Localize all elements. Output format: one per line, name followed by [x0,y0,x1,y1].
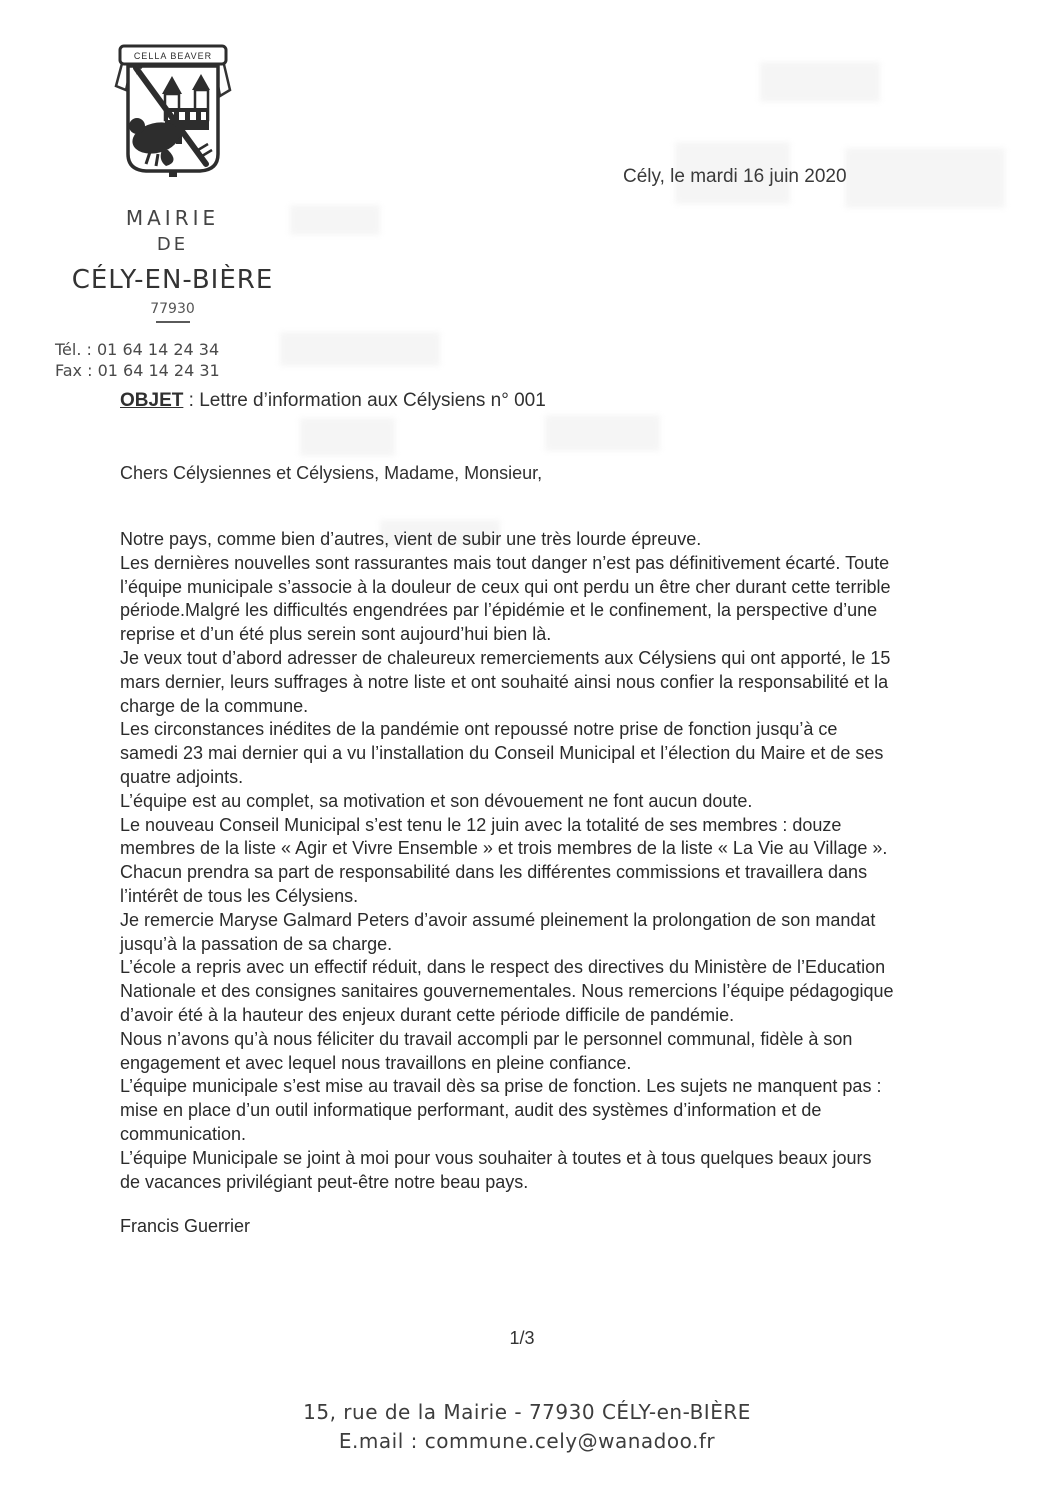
body-line: reprise et d’un été plus serein sont aujourd’hui bien là. [120,624,552,645]
body-line: de vacances privilégiant peut-être notre beau pays. [120,1171,529,1192]
postal-code-rule [156,321,190,323]
body-line: Chacun prendra sa part de responsabilité dans les différentes commissions et travaillera dans [120,862,868,883]
letter-body [120,528,950,1194]
body-line: samedi 23 mai dernier qui a vu l’installation du Conseil Municipal et l’élection du Maire et de ses [120,743,884,764]
scan-artifact [290,205,380,235]
body-line: Je veux tout d’abord adresser de chaleureux remerciements aux Célysiens qui ont apporté, le 15 [120,647,891,668]
org-name-line1: MAIRIE [125,206,220,230]
scan-artifact [280,332,440,366]
body-line: jusqu’à la passation de sa charge. [120,933,393,954]
body-line: d’avoir été à la hauteur des enjeux durant cette période difficile de pandémie. [120,1004,735,1025]
subject-text: : Lettre d’information aux Célysiens n° 001 [183,390,546,411]
body-line: L’équipe est au complet, sa motivation et son dévouement ne font aucun doute. [120,790,753,811]
body-line: Les dernières nouvelles sont rassurantes mais tout danger n’est pas définitivement écarté. Toute [120,552,890,573]
date-line: Cély, le mardi 16 juin 2020 [623,166,847,187]
body-line: Le nouveau Conseil Municipal s’est tenu le 12 juin avec la totalité de ses membres : douze [120,814,842,835]
body-line: engagement et avec lequel nous travaillons en pleine confiance. [120,1052,632,1073]
body-line: Nationale et des consignes sanitaires gouvernementales. Nous remercions l’équipe pédagogique [120,981,894,1002]
signature-name: Francis Guerrier [120,1216,251,1236]
org-name-line3: CÉLY-EN-BIÈRE [71,265,274,295]
body-line: membres de la liste « Agir et Vivre Ensemble » et trois membres de la liste « La Vie au Village ». [120,838,888,859]
body-line: Les circonstances inédites de la pandémie ont repoussé notre prise de fonction jusqu’à ce [120,719,838,740]
body-line: Notre pays, comme bien d’autres, vient de subir une très lourde épreuve. [120,529,702,549]
town-crest-logo [106,38,240,196]
subject-label: OBJET [120,390,184,411]
body-line: mars dernier, leurs suffrages à notre liste et ont souhaité ainsi nous confier la responsabilité et la [120,671,889,692]
salutation: Chers Célysiennes et Célysiens, Madame, Monsieur, [120,463,543,483]
body-line: charge de la commune. [120,695,309,716]
body-line: période.Malgré les difficultés engendrées par l’épidémie et le confinement, la perspective d’une [120,600,878,621]
body-line: L’équipe municipale s’est mise au travail dès sa prise de fonction. Les sujets ne manquent pas : [120,1076,882,1097]
letterhead [55,38,290,381]
postal-code: 77930 [150,301,195,317]
body-line: l’équipe municipale s’associe à la douleur de ceux qui ont perdu un être cher durant cette terrible [120,576,891,597]
subject-line [120,390,546,412]
body-line: Nous n’avons qu’à nous féliciter du travail accompli par le personnel communal, fidèle à son [120,1028,853,1049]
phone-number: Tél. : 01 64 14 24 34 [55,340,220,359]
body-line: quatre adjoints. [120,766,244,787]
footer-email: E.mail : commune.cely@wanadoo.fr [338,1429,716,1453]
scan-artifact [760,62,880,102]
scan-artifact [845,148,1005,208]
footer-address: 15, rue de la Mairie - 77930 CÉLY-en-BIÈRE [303,1400,751,1424]
body-line: Je remercie Maryse Galmard Peters d’avoir assumé pleinement la prolongation de son mandat [120,909,876,930]
footer [0,1400,1054,1453]
scan-artifact [300,418,395,456]
body-line: communication. [120,1123,247,1144]
body-line: L’équipe Municipale se joint à moi pour vous souhaiter à toutes et à tous quelques beaux jours [120,1147,872,1168]
body-line: L’école a repris avec un effectif réduit, dans le respect des directives du Ministère de l’Education [120,957,886,978]
page-number: 1/3 [509,1328,535,1348]
scan-artifact [545,415,660,451]
org-name-line2: DE [156,234,189,255]
body-line: mise en place d’un outil informatique performant, audit des systèmes d’information et de [120,1100,822,1121]
crest-banner-text: CELLA BEAVER [133,51,212,61]
fax-number: Fax : 01 64 14 24 31 [55,361,220,380]
body-line: l’intérêt de tous les Célysiens. [120,885,359,906]
